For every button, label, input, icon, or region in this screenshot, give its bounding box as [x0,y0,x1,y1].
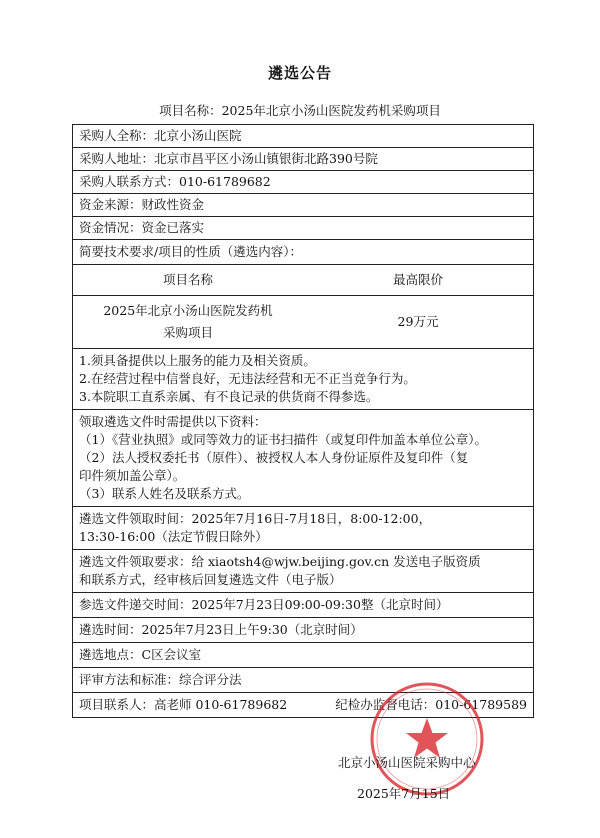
signature-date: 2025年7月15日 [357,786,451,801]
documents-row [73,410,534,507]
documents-item-2-line-2: 印件须加盖公章）。 [79,468,186,483]
qualification-1: 1.须具备提供以上服务的能力及相关资质。 [79,353,316,368]
selection-place-row: 遴选地点：C区会议室 [73,643,534,668]
purchaser-contact-row: 采购人联系方式：010-61789682 [73,171,534,194]
project-contact: 项目联系人：高老师 010-61789682 [79,697,288,712]
purchaser-address-row: 采购人地址：北京市昌平区小汤山镇银街北路390号院 [73,148,534,171]
selection-time-row: 遴选时间：2025年7月23日上午9:30（北京时间） [73,618,534,643]
fund-source-row: 资金来源：财政性资金 [73,194,534,217]
pickup-time-line-1: 遴选文件领取时间：2025年7月16日-7月18日，8:00-12:00， [79,511,432,526]
page-title: 遴选公告 [267,64,332,82]
purchaser-name-row: 采购人全称：北京小汤山医院 [73,125,534,148]
documents-item-3: （3）联系人姓名及联系方式。 [79,486,250,501]
signature-organization: 北京小汤山医院采购中心 [338,755,476,770]
submission-time-row: 参选文件递交时间：2025年7月23日09:00-09:30整（北京时间） [73,593,534,618]
pickup-requirement-line-2: 和联系方式，经审核后回复遴选文件（电子版） [79,572,342,587]
pickup-requirement-row [73,550,534,593]
item-price-table [73,265,534,349]
supervision-phone: 纪检办监督电话：010-61789589 [335,697,527,712]
project-name-line: 项目名称：2025年北京小汤山医院发药机采购项目 [159,103,441,118]
documents-heading: 领取遴选文件时需提供以下资料： [79,414,267,429]
qualification-2: 2.在经营过程中信誉良好，无违法经营和无不正当竞争行为。 [79,371,416,386]
qualifications-row [73,349,534,410]
pickup-time-line-2: 13:30-16:00（法定节假日除外） [79,529,268,544]
tech-requirement-row: 简要技术要求/项目的性质（遴选内容）： [73,240,534,265]
qualification-3: 3.本院职工直系亲属、有不良记录的供货商不得参选。 [79,389,379,404]
item-name-line-2: 采购项目 [162,325,213,340]
item-name-line-1: 2025年北京小汤山医院发药机 [103,303,273,318]
pickup-requirement-line-1: 遴选文件领取要求：给 xiaotsh4@wjw.beijing.gov.cn 发送电子版资质 [79,554,481,569]
max-price-header: 最高限价 [303,265,533,296]
pickup-time-row [73,507,534,550]
documents-item-1: （1）《营业执照》或同等效力的证书扫描件（或复印件加盖本单位公章）。 [79,432,487,447]
item-name-header: 项目名称 [73,265,303,296]
evaluation-method-row: 评审方法和标准：综合评分法 [73,668,534,693]
documents-item-2-line-1: （2）法人授权委托书（原件）、被授权人本人身份证原件及复印件（复 [79,450,469,465]
announcement-table [72,124,534,718]
item-name-cell [73,296,303,349]
max-price-cell: 29万元 [397,314,439,329]
official-seal-stamp [368,680,486,798]
fund-status-row: 资金情况：资金已落实 [73,217,534,240]
